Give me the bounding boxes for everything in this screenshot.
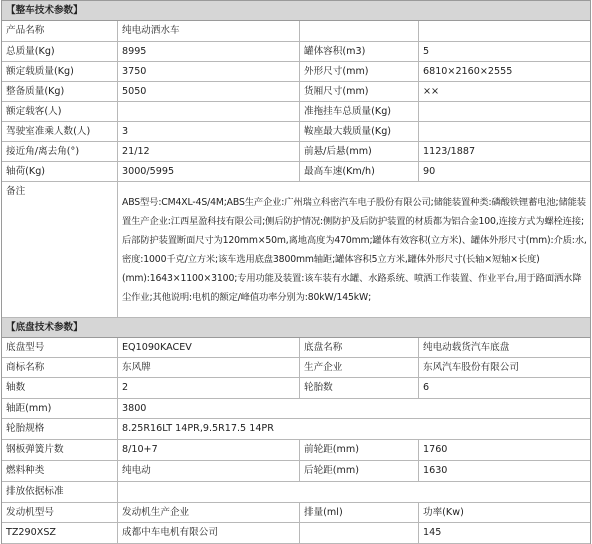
remarks-label: 备注 — [2, 182, 118, 317]
chassis-section-header — [2, 318, 590, 338]
value-cell: 6 — [423, 382, 430, 393]
table-row — [2, 399, 590, 419]
table-row — [2, 358, 590, 378]
label-cell: 产品名称 — [2, 21, 118, 41]
engine-header-row — [2, 503, 590, 523]
chassis-section-title: 【底盘技术参数】 — [6, 321, 83, 333]
value-cell: 3750 — [118, 62, 300, 81]
label-cell: 准拖挂车总质量(Kg) — [300, 102, 419, 121]
remarks-text: ABS型号:CM4XL-4S/4M;ABS生产企业:广州瑞立科密汽车电子股份有限公司;储能装置种类:磷酸铁锂蓄电池;储能装置生产企业:江西星盈科技有限公司;侧后防护情况:侧防护及后防护装置的材质都为铝合金100,连接方式为螺栓连接;后部防护装置断面尺寸为120mm×50m,离地高度为470mm;罐体有效容积(立方米)、罐体外形尺寸(mm):介质:水,密度:1000千克/立方米;该车选用底盘3800mm轴距;罐体容积5立方米,罐体外形尺寸(长轴×短轴×长度)(mm):1643×1100×3100;专用功能及装置:该车装有水罐、水路系统、喷洒工作装置、作业平台,用于路面洒水降尘作业;其他说明:电机的额定/峰值功率分别为:80kW/145kW; — [122, 196, 587, 303]
value-cell: 5 — [423, 45, 430, 57]
label-cell: 轴距(mm) — [2, 399, 118, 418]
value-cell: 1123/1887 — [423, 145, 476, 157]
value-cell: 21/12 — [118, 142, 300, 161]
label-cell: 底盘型号 — [2, 338, 118, 357]
label-cell: 轴数 — [2, 378, 118, 398]
table-row — [2, 461, 590, 482]
label-cell: 驾驶室准乘人数(人) — [2, 122, 118, 141]
value-cell — [419, 21, 590, 41]
label-cell: 最高车速(Km/h) — [300, 162, 419, 181]
value-cell: TZ290XSZ — [2, 523, 118, 543]
label-cell: 前悬/后悬(mm) — [300, 142, 419, 161]
label-cell: 功率(Kw) — [423, 506, 464, 518]
label-cell: 发动机型号 — [2, 503, 118, 522]
label-cell: 燃料种类 — [2, 461, 118, 481]
value-cell — [419, 102, 590, 121]
label-cell: 货厢尺寸(mm) — [300, 82, 419, 101]
value-cell: 3 — [118, 122, 300, 141]
vehicle-section-title: 【整车技术参数】 — [6, 4, 83, 16]
table-row — [2, 122, 590, 142]
table-row — [2, 338, 590, 358]
value-cell: 2 — [118, 378, 300, 398]
value-cell: 5050 — [118, 82, 300, 101]
label-cell: 排量(ml) — [300, 503, 419, 522]
table-row — [2, 82, 590, 102]
label-cell: 排放依据标准 — [2, 482, 118, 502]
label-cell: 外形尺寸(mm) — [300, 62, 419, 81]
value-cell: 东风汽车股份有限公司 — [423, 361, 519, 373]
spec-sheet — [1, 0, 591, 544]
value-cell: 6810×2160×2555 — [423, 65, 513, 77]
table-row — [2, 378, 590, 399]
label-cell: 整备质量(Kg) — [2, 82, 118, 101]
value-cell: 纯电动 — [118, 461, 300, 481]
value-cell: 8.25R16LT 14PR,9.5R17.5 14PR — [122, 423, 274, 434]
table-row — [2, 419, 590, 440]
label-cell: 发动机生产企业 — [118, 503, 300, 522]
label-cell: 轮胎数 — [300, 378, 419, 398]
label-cell: 轴荷(Kg) — [2, 162, 118, 181]
label-cell: 钢板弹簧片数 — [2, 440, 118, 460]
value-cell — [118, 482, 590, 502]
value-cell: 3000/5995 — [118, 162, 300, 181]
vehicle-section-header — [2, 1, 590, 21]
value-cell: 东风牌 — [118, 358, 300, 377]
value-cell: 8995 — [118, 42, 300, 61]
label-cell: 生产企业 — [300, 358, 419, 377]
label-cell: 总质量(Kg) — [2, 42, 118, 61]
label-cell: 轮胎规格 — [2, 419, 118, 439]
value-cell: 1630 — [423, 465, 448, 476]
table-row — [2, 142, 590, 162]
label-cell: 商标名称 — [2, 358, 118, 377]
table-row — [2, 102, 590, 122]
table-row — [2, 440, 590, 461]
remarks-row — [2, 182, 590, 318]
table-row — [2, 162, 590, 182]
label-cell — [300, 21, 419, 41]
label-cell: 额定载质量(Kg) — [2, 62, 118, 81]
value-cell: 1760 — [423, 444, 448, 455]
value-cell — [118, 102, 300, 121]
label-cell: 额定载客(人) — [2, 102, 118, 121]
table-row — [2, 42, 590, 62]
label-cell: 鞍座最大载质量(Kg) — [300, 122, 419, 141]
value-cell: 3800 — [122, 402, 147, 414]
value-cell — [419, 122, 590, 141]
label-cell: 前轮距(mm) — [300, 440, 419, 460]
value-cell: 纯电动载货汽车底盘 — [423, 341, 510, 353]
label-cell: 后轮距(mm) — [300, 461, 419, 481]
value-cell: ×× — [423, 85, 440, 97]
value-cell: 90 — [423, 165, 436, 177]
value-cell: EQ1090KACEV — [118, 338, 300, 357]
table-row — [2, 482, 590, 503]
label-cell: 底盘名称 — [300, 338, 419, 357]
table-row — [2, 21, 590, 42]
value-cell — [300, 523, 419, 543]
table-row — [2, 62, 590, 82]
value-cell: 8/10+7 — [118, 440, 300, 460]
value-cell: 145 — [423, 527, 442, 538]
label-cell: 接近角/离去角(°) — [2, 142, 118, 161]
label-cell: 罐体容积(m3) — [300, 42, 419, 61]
value-cell: 纯电动洒水车 — [118, 21, 300, 41]
value-cell: 成都中车电机有限公司 — [118, 523, 300, 543]
table-row — [2, 523, 590, 544]
